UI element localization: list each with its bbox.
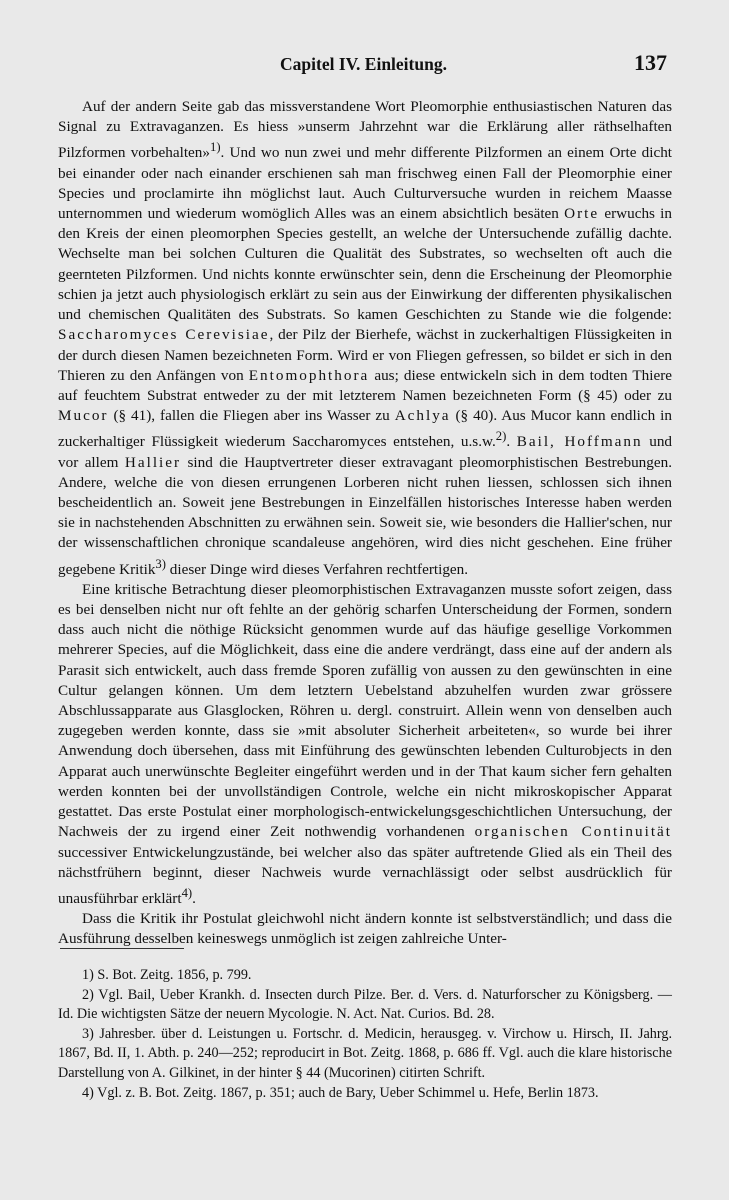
text-run: successiver Entwickelungzustände, bei welcher also das später auftretende Glied als ein Theil des nächstfrühern beginnt, dieser Nachweis wurde vernachlässigt oder selbst ausdrücklich für unausführbar erklärt	[58, 843, 672, 907]
footnote-3: 3) Jahresber. über d. Leistungen u. Fortschr. d. Medicin, herausgeg. v. Virchow u. Hirsch, II. Jahrg. 1867, Bd. II, 1. Abth. p. 240—252; reproducirt in Bot. Zeitg. 1868, p. 686 ff. Vgl. auch die klare historische Darstellung von A. Gilkinet, in der hinter § 44 (Mucorinen) citirten Schrift.	[58, 1025, 672, 1081]
author-name: Hallier	[124, 453, 182, 471]
footnote-2: 2) Vgl. Bail, Ueber Krankh. d. Insecten durch Pilze. Ber. d. Vers. d. Naturforscher zu Königsberg. — Id. Die wichtigsten Sätze der neuern Mycologie. N. Act. Nat. Curios. Bd. 28.	[58, 986, 672, 1023]
text-run: sind die Hauptvertreter dieser extravagant pleomorphistischen Bestrebungen. Andere, welche die von diesen errungenen Lorberen nicht ruhen liessen, schlossen sich ihnen bescheidentlich an. Soweit jene Bestrebungen in Einzelfällen historisches Interesse haben werden sie in nachstehenden Abschnitten zu erwähnen sein. Soweit sie, wie besonders die Hallier'schen, nur der wissenschaftlichen chronique scandaleuse angehören, wird dies nicht geschehen. Eine früher gegebene Kritik	[58, 453, 672, 578]
text-run: (§ 40). Aus Mucor kann endlich in zuckerhaltiger Flüssigkeit wiederum Saccharomyces entstehen, u.s.w.	[58, 407, 672, 451]
text-run: aus; diese entwickeln sich in dem todten Thiere auf feuchtem Substrat entweder zu der mit letzterem Namen bezeichneten Form (§ 45) oder zu	[58, 366, 673, 404]
chapter-title: Capitel IV. Einleitung.	[280, 54, 447, 74]
footnote-ref-4: 4)	[181, 885, 193, 900]
paragraph-2	[58, 580, 672, 909]
page-number: 137	[634, 50, 667, 75]
paragraph-3: Dass die Kritik ihr Postulat gleichwohl nicht ändern konnte ist selbstverständlich; und dass die Ausführung desselben keineswegs unmöglich ist zeigen zahlreiche Unter-	[58, 910, 672, 948]
footnote-ref-3: 3)	[155, 556, 166, 571]
text-run: und vor allem	[58, 433, 672, 471]
text-run: (§ 41), fallen die Fliegen aber ins Wasser zu	[108, 407, 395, 425]
text-run: , der Pilz der Bierhefe, wächst in zuckerhaltigen Flüssigkeiten in der durch diesen Namen bezeichneten Form. Wird er von Fliegen gefressen, so bildet er sich in den Thieren zu den Anfängen von	[58, 326, 672, 384]
paragraph-1	[58, 97, 672, 580]
author-names: Bail, Hoffmann	[516, 433, 643, 451]
text-run: erwuchs in den Kreis der einen pleomorphen Species gestellt, an welche der Untersuchende zufällig dachte. Wechselte man bei solchen Culturen die Qualität des Substrates, so wechselten oft auch die geernteten Pilzformen. Und nichts konnte erwünschter sein, denn die Erscheinung der Pleomorphie schien ja jetzt auch physiologisch erklärt zu sein aus der Einwirkung der differenten physikalischen und chemischen Qualitäten des Substrats. So kamen Geschichten zu Stande wie die folgende:	[58, 205, 672, 324]
footnote-4: 4) Vgl. z. B. Bot. Zeitg. 1867, p. 351; auch de Bary, Ueber Schimmel u. Hefe, Berlin 1873.	[82, 1084, 599, 1101]
footnote-1: 1) S. Bot. Zeitg. 1856, p. 799.	[82, 967, 252, 983]
footnote-divider	[60, 948, 184, 949]
footnotes	[58, 966, 672, 1103]
genus-name: Achlya	[394, 407, 451, 425]
footnote-ref-2: 2)	[495, 429, 507, 444]
main-text	[58, 97, 672, 950]
text-run: .	[192, 889, 196, 907]
text-run: dieser Dinge wird dieses Verfahren rechtfertigen.	[165, 560, 469, 578]
genus-name: Mucor	[58, 407, 109, 425]
running-header	[60, 50, 667, 84]
text-run: Eine kritische Betrachtung dieser pleomorphistischen Extravaganzen musste sofort zeigen, dass es bei denselben nicht nur oft fehlte an der gehörig scharfen Unterscheidung der Formen, sondern dass auch nicht die nöthige Rücksicht genommen wurde auf das häufige gesellige Vorkommen mehrerer Species, auf die Möglichkeit, dass eine die andere verdrängt, dass eine auf der andern als Parasit sich entwickelt, auch dass fremde Sporen zufällig von aussen zu den gewünschten in eine Cultur gelangen können. Um dem letztern Uebelstand abzuhelfen wurden zwar grössere Abschlussapparate aus Glasglocken, Röhren u. dergl. construirt. Allein wenn von denselben auch zugegeben werden konnte, dass sie »mit absoluter Sicherheit arbeiteten«, so wurde bei ihrer Anwendung doch übersehen, dass mit Einführung des gewünschten lebenden Culturobjects in den Apparat auch unerwünschte Begleiter eingeführt werden und in der That kaum sicher fern gehalten werden konnten bei der unvollständigen Controle, welche ein nicht mikroskopischer Apparat gestattet. Das erste Postulat einer morphologisch-entwickelungsgeschichtlichen Untersuchung, der Nachweis der zu irgend einer Zeit nothwendig vorhandenen	[58, 580, 672, 841]
genus-name: Entomophthora	[248, 366, 370, 384]
text-run: . Und wo nun zwei und mehr differente Pilzformen an einem Orte dicht bei einander oder nach einander erschienen sah man frischweg einen Fall der Pleomorphie einer Species und proclamirte ihn möglichst laut. Auch Culturversuche wurden in reichem Maasse unternommen und wiederum womöglich Alles was an einem absichtlich besäten	[58, 144, 673, 223]
text-run: Auf der andern Seite gab das missverstandene Wort Pleomorphie enthusiastischen Naturen das Signal zu Extravaganzen. Es hiess »unserm Jahrzehnt war die Erklärung aller räthselhaften Pilzformen vorbehalten»	[58, 98, 672, 162]
spaced-term: Orte	[564, 205, 600, 223]
spaced-term: organischen Continuität	[474, 823, 672, 841]
species-name: Saccharomyces Cerevisiae	[58, 326, 270, 344]
text-run: .	[506, 433, 517, 451]
footnote-ref-1: 1)	[209, 140, 221, 155]
